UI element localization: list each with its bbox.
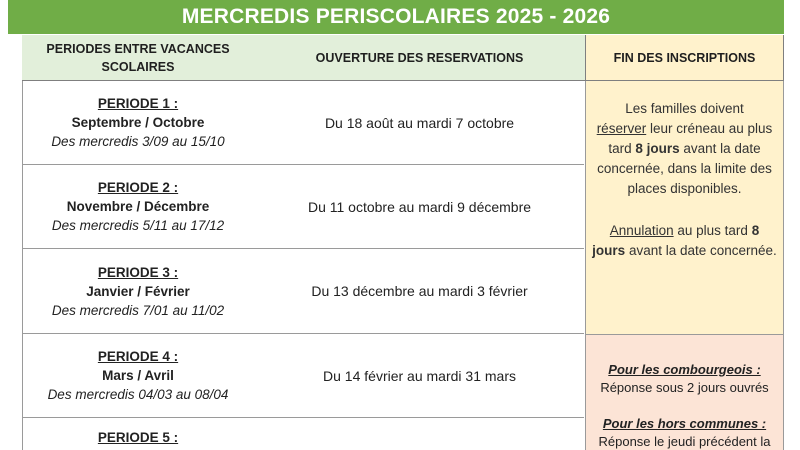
- fin-inscriptions-note: [585, 81, 784, 334]
- period-dates: Des mercredis 04/03 au 08/04: [47, 387, 229, 402]
- note-days: 8 jours: [592, 223, 760, 258]
- hors-communes-label: Pour les hors communes :: [602, 416, 767, 431]
- table-row: [22, 334, 254, 417]
- table-row: [22, 165, 254, 248]
- table-row: [22, 81, 254, 164]
- table-row: [22, 418, 254, 450]
- period-dates: Des mercredis 5/11 au 17/12: [51, 218, 225, 233]
- period-title: PERIODE 1 :: [97, 96, 179, 111]
- period-title: PERIODE 5 :: [97, 430, 179, 445]
- header-periodes: PERIODES ENTRE VACANCES SCOLAIRES: [22, 35, 254, 81]
- period-dates: Des mercredis 7/01 au 11/02: [51, 302, 225, 318]
- period-months: Janvier / Février: [86, 283, 190, 299]
- header-ouverture: OUVERTURE DES RESERVATIONS: [254, 35, 585, 81]
- note-text: au plus tard: [677, 223, 748, 238]
- page-title: MERCREDIS PERISCOLAIRES 2025 - 2026: [8, 0, 784, 34]
- note-text: avant la date concernée, dans la limite des places disponibles.: [597, 141, 772, 196]
- response-delay-note: [585, 334, 784, 450]
- period-months: Septembre / Octobre: [71, 115, 205, 130]
- combourgeois-label: Pour les combourgeois :: [608, 362, 761, 377]
- period-months: Novembre / Décembre: [66, 199, 210, 214]
- period-months: Mars / Avril: [102, 368, 174, 383]
- period-dates: Des mercredis 3/09 au 15/10: [51, 134, 225, 149]
- note-text: leur créneau au plus tard: [608, 121, 773, 156]
- note-reserver: réserver: [596, 121, 647, 136]
- combourgeois-text: Réponse sous 2 jours ouvrés: [600, 380, 769, 395]
- note-text: avant la date concernée.: [628, 243, 777, 258]
- table-row: [22, 249, 254, 333]
- note-days: 8 jours: [635, 141, 680, 156]
- hors-communes-text: Réponse le jeudi précédent la: [598, 434, 771, 449]
- opening-cell: Du 11 octobre au mardi 9 décembre: [307, 198, 532, 215]
- header-fin: FIN DES INSCRIPTIONS: [585, 35, 784, 81]
- opening-cell: Du 14 février au mardi 31 mars: [323, 367, 516, 384]
- period-title: PERIODE 3 :: [97, 264, 179, 280]
- note-text: Les familles doivent: [625, 101, 744, 116]
- opening-cell: Du 18 août au mardi 7 octobre: [324, 114, 515, 131]
- note-annulation: Annulation: [609, 223, 674, 238]
- period-title: PERIODE 4 :: [97, 349, 179, 364]
- period-title: PERIODE 2 :: [97, 180, 179, 195]
- opening-cell: Du 13 décembre au mardi 3 février: [311, 283, 528, 299]
